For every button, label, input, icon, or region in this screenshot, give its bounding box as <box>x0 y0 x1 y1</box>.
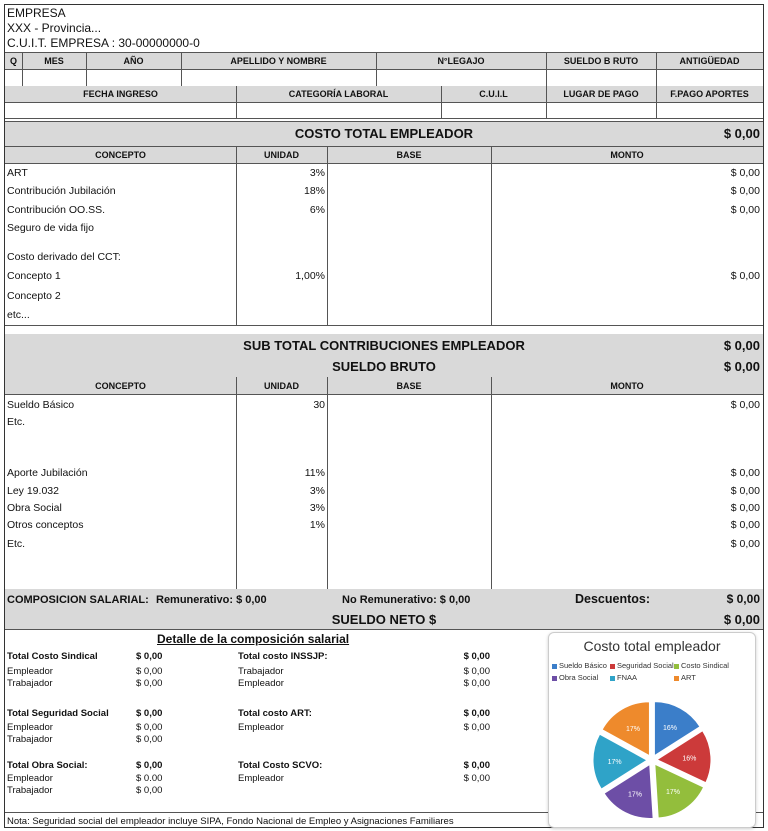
bruto-row-monto: $ 0,00 <box>730 502 760 514</box>
obra-line-label: Trabajador <box>7 785 53 796</box>
bruto-row-unidad: 3% <box>309 502 325 514</box>
art-total: $ 0,00 <box>463 708 490 719</box>
bruto-row-concepto: Otros conceptos <box>7 519 84 531</box>
bruto-row-unidad: 30 <box>313 399 325 411</box>
legend-label: FNAA <box>617 673 638 682</box>
note: Nota: Seguridad social del empleador incluye SIPA, Fondo Nacional de Empleo y Asignaciones Familiares <box>7 816 454 827</box>
col-sueldo-bruto: SUELDO B RUTO <box>563 56 639 66</box>
pie-slice-label: 17% <box>607 759 622 767</box>
costo-total: $ 0,00 <box>723 126 760 141</box>
sindical-title: Total Costo Sindical <box>7 651 98 662</box>
bruto-row-unidad: 1% <box>309 519 325 531</box>
col-lugar-pago: LUGAR DE PAGO <box>563 89 639 99</box>
costo-row-concepto: Concepto 2 <box>7 290 61 302</box>
scvo-line-value: $ 0,00 <box>463 773 490 784</box>
company-cuit: C.U.I.T. EMPRESA : 30-00000000-0 <box>7 36 200 50</box>
obra-line-value: $ 0.00 <box>136 773 163 784</box>
remunerativo: Remunerativo: $ 0,00 <box>156 594 267 606</box>
pie-slice-label: 17% <box>628 791 643 799</box>
costo-title: COSTO TOTAL EMPLEADOR <box>294 126 474 141</box>
costo-col-base: BASE <box>396 150 422 160</box>
neto-title: SUELDO NETO $ <box>331 612 437 627</box>
bruto-row-concepto: Sueldo Básico <box>7 399 75 411</box>
costo-row-monto: $ 0,00 <box>730 270 760 282</box>
legend-label: ART <box>681 673 696 682</box>
bruto-value: $ 0,00 <box>723 359 760 374</box>
seguridad-total: $ 0,00 <box>136 708 163 719</box>
bruto-row-unidad: 11% <box>304 467 325 479</box>
scvo-line-label: Empleador <box>238 773 284 784</box>
bruto-row-monto: $ 0,00 <box>730 467 760 479</box>
legend-label: Seguridad Social <box>617 661 674 670</box>
col-categoria: CATEGORÍA LABORAL <box>288 89 389 99</box>
sindical-line-value: $ 0,00 <box>136 678 163 689</box>
bruto-row-unidad: 3% <box>309 485 325 497</box>
pie-slice-label: 16% <box>663 725 678 733</box>
sindical-line-value: $ 0,00 <box>136 666 163 677</box>
pie-slice-label: 17% <box>666 788 681 796</box>
composicion-label: COMPOSICION SALARIAL: <box>7 594 149 606</box>
scvo-title: Total Costo SCVO: <box>238 760 323 771</box>
inssjp-line-label: Trabajador <box>238 666 284 677</box>
sindical-line-label: Trabajador <box>7 678 53 689</box>
bruto-col-base: BASE <box>396 381 422 391</box>
bruto-row-monto: $ 0,00 <box>730 485 760 497</box>
legend-label: Costo Sindical <box>681 661 729 670</box>
pie-slice-label: 17% <box>625 725 640 733</box>
scvo-total: $ 0,00 <box>463 760 490 771</box>
costo-row-concepto: Contribución OO.SS. <box>7 204 106 216</box>
bruto-row-concepto: Etc. <box>7 416 26 428</box>
col-antiguedad: ANTIGÜEDAD <box>679 56 740 66</box>
sindical-total: $ 0,00 <box>136 651 163 662</box>
costo-row-unidad: 18% <box>303 185 325 197</box>
col-apellido-nombre: APELLIDO Y NOMBRE <box>230 56 327 66</box>
bruto-row-monto: $ 0,00 <box>730 399 760 411</box>
seguridad-line-value: $ 0,00 <box>136 722 163 733</box>
costo-row-concepto: Seguro de vida fijo <box>7 222 94 234</box>
col-mes: MES <box>44 56 64 66</box>
inssjp-line-value: $ 0,00 <box>463 666 490 677</box>
bruto-row-concepto: Obra Social <box>7 502 62 514</box>
art-line-value: $ 0,00 <box>463 722 490 733</box>
col-cuil: C.U.I.L <box>479 89 508 99</box>
obra-total: $ 0,00 <box>136 760 163 771</box>
costo-row-concepto: etc... <box>7 309 30 321</box>
sindical-line-label: Empleador <box>7 666 53 677</box>
col-anio: AÑO <box>123 56 144 66</box>
costo-row-monto: $ 0,00 <box>730 167 760 179</box>
seguridad-title: Total Seguridad Social <box>7 708 109 719</box>
col-fpago-aportes: F.PAGO APORTES <box>670 89 749 99</box>
costo-row-concepto: ART <box>7 167 28 179</box>
company-province: XXX - Provincia... <box>7 21 102 35</box>
seguridad-line-value: $ 0,00 <box>136 734 163 745</box>
pie-chart <box>548 630 756 828</box>
costo-row-monto: $ 0,00 <box>730 204 760 216</box>
costo-col-monto: MONTO <box>610 150 644 160</box>
bruto-row-concepto: Aporte Jubilación <box>7 467 88 479</box>
pie-slice-label: 16% <box>682 755 697 763</box>
bruto-row-monto: $ 0,00 <box>730 538 760 550</box>
col-legajo: N°LEGAJO <box>437 56 485 66</box>
costo-row-unidad: 1,00% <box>295 270 325 282</box>
bruto-row-concepto: Ley 19.032 <box>7 485 59 497</box>
costo-row-unidad: 6% <box>309 204 325 216</box>
detalle-title: Detalle de la composición salarial <box>157 632 350 646</box>
bruto-col-monto: MONTO <box>610 381 644 391</box>
inssjp-total: $ 0,00 <box>463 651 490 662</box>
neto-value: $ 0,00 <box>723 612 760 627</box>
chart-title: Costo total empleador <box>583 638 721 654</box>
costo-row-monto: $ 0,00 <box>730 185 760 197</box>
legend-label: Sueldo Básico <box>559 661 607 670</box>
bruto-row-monto: $ 0,00 <box>730 519 760 531</box>
art-line-label: Empleador <box>238 722 284 733</box>
inssjp-line-label: Empleador <box>238 678 284 689</box>
seguridad-line-label: Empleador <box>7 722 53 733</box>
costo-col-concepto: CONCEPTO <box>95 150 146 160</box>
descuentos-label: Descuentos: <box>575 592 651 606</box>
col-q: Q <box>9 56 17 66</box>
legend-label: Obra Social <box>559 673 599 682</box>
bruto-row-concepto: Etc. <box>7 538 26 550</box>
col-fecha-ingreso: FECHA INGRESO <box>83 89 158 99</box>
seguridad-line-label: Trabajador <box>7 734 53 745</box>
costo-row-concepto: Costo derivado del CCT: <box>7 251 121 263</box>
costo-row-unidad: 3% <box>309 167 325 179</box>
inssjp-title: Total costo INSSJP: <box>238 651 328 662</box>
inssjp-line-value: $ 0,00 <box>463 678 490 689</box>
art-title: Total costo ART: <box>238 708 312 719</box>
no-remunerativo: No Remunerativo: $ 0,00 <box>342 594 471 606</box>
bruto-col-unidad: UNIDAD <box>264 381 299 391</box>
company-name: EMPRESA <box>7 6 66 20</box>
costo-col-unidad: UNIDAD <box>264 150 299 160</box>
costo-row-concepto: Concepto 1 <box>7 270 61 282</box>
bruto-title: SUELDO BRUTO <box>332 359 436 374</box>
subtotal-title: SUB TOTAL CONTRIBUCIONES EMPLEADOR <box>243 338 525 353</box>
subtotal-value: $ 0,00 <box>723 338 760 353</box>
descuentos-value: $ 0,00 <box>726 592 760 606</box>
obra-line-label: Empleador <box>7 773 53 784</box>
obra-line-value: $ 0,00 <box>136 785 163 796</box>
costo-row-concepto: Contribución Jubilación <box>7 185 116 197</box>
bruto-col-concepto: CONCEPTO <box>95 381 146 391</box>
obra-title: Total Obra Social: <box>7 760 88 771</box>
